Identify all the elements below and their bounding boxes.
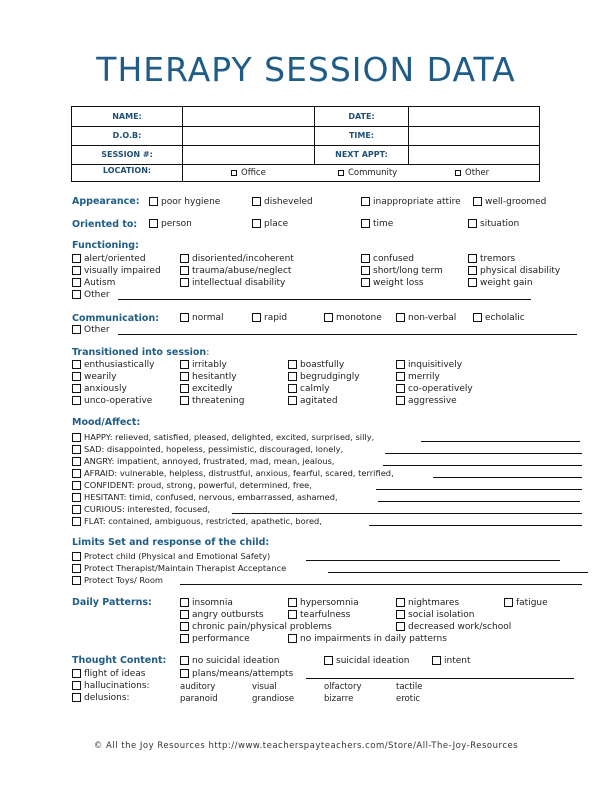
daily-option[interactable]: chronic pain/physical problems [180,622,332,633]
thought-option[interactable]: delusions: [72,693,130,704]
mood-option[interactable]: HAPPY: relieved, satisfied, pleased, delighted, excited, surprised, silly, [72,432,374,443]
footer-credit: © All the Joy Resources http://www.teacherspayteachers.com/Store/All-The-Joy-Resources [93,741,519,751]
checkbox-icon [72,669,81,678]
loc-office-option[interactable]: Office [231,168,266,178]
checkbox-icon [72,564,81,573]
delusion-type: bizarre [324,694,354,704]
thought-label: Thought Content: [72,655,167,666]
checkbox-icon [252,219,261,228]
checkbox-icon [252,197,261,206]
daily-option[interactable]: performance [180,634,250,645]
mood-option[interactable]: ANGRY: impatient, annoyed, frustrated, mad, mean, jealous, [72,456,335,467]
delusion-type: grandiose [252,694,295,704]
name-field[interactable] [182,107,314,126]
checkbox-icon [504,598,513,607]
communication-option[interactable]: rapid [252,313,287,324]
checkbox-icon [72,254,81,263]
mood-line[interactable] [433,477,582,478]
transitioned-option[interactable]: boastfully [288,360,344,371]
checkbox-icon [473,313,482,322]
checkbox-icon [72,481,81,490]
transitioned-option[interactable]: enthusiastically [72,360,154,371]
location-options [182,164,539,181]
checkbox-icon [396,313,405,322]
checkbox-icon [455,170,461,176]
communication-other-line[interactable] [118,334,577,335]
appearance-option[interactable]: well-groomed [473,197,546,208]
delusion-type: erotic [396,694,421,704]
checkbox-icon [72,360,81,369]
limits-option[interactable]: Protect Therapist/Maintain Therapist Acceptance [72,563,286,574]
loc-community-option[interactable]: Community [338,168,397,178]
checkbox-icon [361,254,370,263]
checkbox-icon [288,372,297,381]
next-appt-field[interactable] [408,145,539,164]
mood-option[interactable]: FLAT: contained, ambiguous, restricted, apathetic, bored, [72,516,322,527]
checkbox-icon [180,634,189,643]
checkbox-icon [180,360,189,369]
transitioned-option[interactable]: agitated [288,396,338,407]
mood-option[interactable]: CONFIDENT: proud, strong, powerful, determined, free, [72,480,312,491]
checkbox-icon [361,197,370,206]
dob-label: D.O.B: [112,131,142,140]
communication-option[interactable]: monotone [324,313,382,324]
functioning-option[interactable]: confused [361,254,414,265]
checkbox-icon [72,372,81,381]
checkbox-icon [288,610,297,619]
checkbox-icon [180,266,189,275]
limits-label: Limits Set and response of the child: [72,537,270,548]
communication-other-option[interactable]: Other [72,325,110,336]
info-row-name [72,107,539,127]
thought-option[interactable]: hallucinations: [72,681,150,692]
checkbox-icon [72,325,81,334]
checkbox-icon [468,278,477,287]
mood-line[interactable] [385,453,582,454]
mood-option[interactable]: SAD: disappointed, hopeless, pessimistic, discouraged, lonely, [72,444,343,455]
limits-line[interactable] [180,584,582,585]
daily-option[interactable]: tearfulness [288,610,350,621]
mood-line[interactable] [232,513,582,514]
limits-option[interactable]: Protect child (Physical and Emotional Safety) [72,551,270,562]
checkbox-icon [468,219,477,228]
daily-option[interactable]: fatigue [504,598,548,609]
checkbox-icon [180,384,189,393]
halluc-type: tactile [396,682,423,692]
checkbox-icon [72,493,81,502]
daily-option[interactable]: angry outbursts [180,610,264,621]
checkbox-icon [72,552,81,561]
time-field[interactable] [408,126,539,145]
checkbox-icon [396,360,405,369]
functioning-option[interactable]: disoriented/incoherent [180,254,294,265]
checkbox-icon [361,266,370,275]
checkbox-icon [288,396,297,405]
mood-label: Mood/Affect: [72,417,141,428]
communication-label: Communication: [72,313,160,324]
functioning-option[interactable]: short/long term [361,266,443,277]
transitioned-option[interactable]: calmly [288,384,330,395]
oriented-option[interactable]: place [252,219,288,230]
info-row-session [72,145,539,165]
appearance-option[interactable]: poor hygiene [149,197,220,208]
checkbox-icon [288,384,297,393]
transitioned-option[interactable]: merrily [396,372,440,383]
functioning-other-line[interactable] [118,299,531,300]
dob-field[interactable] [182,126,314,145]
halluc-type: auditory [180,682,216,692]
halluc-type: visual [252,682,277,692]
checkbox-icon [180,278,189,287]
checkbox-icon [396,384,405,393]
transitioned-option[interactable]: excitedly [180,384,233,395]
session-field[interactable] [182,145,314,164]
checkbox-icon [180,669,189,678]
checkbox-icon [72,278,81,287]
mood-line[interactable] [383,465,582,466]
oriented-option[interactable]: situation [468,219,519,230]
checkbox-icon [72,445,81,454]
functioning-option[interactable]: Autism [72,278,115,289]
functioning-option[interactable]: weight gain [468,278,533,289]
daily-option[interactable]: nightmares [396,598,459,609]
daily-option[interactable]: social isolation [396,610,474,621]
transitioned-option[interactable]: co-operatively [396,384,473,395]
appearance-option[interactable]: inappropriate attire [361,197,461,208]
checkbox-icon [324,656,333,665]
checkbox-icon [180,656,189,665]
transitioned-option[interactable]: unco-operative [72,396,152,407]
checkbox-icon [396,622,405,631]
daily-option[interactable]: decreased work/school [396,622,511,633]
transitioned-label: Transitioned into session: [72,347,210,358]
communication-option[interactable]: normal [180,313,224,324]
checkbox-icon [72,576,81,585]
thought-option[interactable]: plans/means/attempts [180,669,293,680]
info-row-location [72,164,539,181]
transitioned-option[interactable]: wearily [72,372,116,383]
appearance-label: Appearance: [72,196,140,207]
functioning-option[interactable]: tremors [468,254,515,265]
halluc-type: olfactory [324,682,362,692]
checkbox-icon [180,610,189,619]
functioning-other-option[interactable]: Other [72,290,110,301]
thought-option[interactable]: suicidal ideation [324,656,409,667]
transitioned-option[interactable]: aggressive [396,396,457,407]
oriented-label: Oriented to: [72,219,138,230]
checkbox-icon [180,254,189,263]
checkbox-icon [72,693,81,702]
thought-option[interactable]: flight of ideas [72,669,145,680]
checkbox-icon [396,372,405,381]
daily-option[interactable]: hypersomnia [288,598,359,609]
thought-plans-line[interactable] [306,678,574,679]
daily-option[interactable]: insomnia [180,598,233,609]
session-label: SESSION #: [101,150,153,159]
checkbox-icon [231,170,237,176]
checkbox-icon [72,505,81,514]
checkbox-icon [468,254,477,263]
functioning-option[interactable]: visually impaired [72,266,161,277]
checkbox-icon [72,469,81,478]
checkbox-icon [180,622,189,631]
functioning-label: Functioning: [72,240,139,251]
functioning-option[interactable]: trauma/abuse/neglect [180,266,291,277]
location-label: LOCATION: [102,166,152,175]
checkbox-icon [396,610,405,619]
functioning-option[interactable]: alert/oriented [72,254,146,265]
checkbox-icon [72,384,81,393]
mood-option[interactable]: HESITANT: timid, confused, nervous, embarrassed, ashamed, [72,492,338,503]
checkbox-icon [149,219,158,228]
next-appt-label: NEXT APPT: [314,145,408,164]
mood-line[interactable] [421,441,580,442]
time-label: TIME: [314,126,408,145]
daily-option[interactable]: no impairments in daily patterns [288,634,447,645]
checkbox-icon [288,598,297,607]
oriented-option[interactable]: time [361,219,393,230]
checkbox-icon [72,457,81,466]
functioning-option[interactable]: intellectual disability [180,278,285,289]
mood-line[interactable] [369,525,582,526]
checkbox-icon [361,219,370,228]
delusion-type: paranoid [180,694,218,704]
transitioned-option[interactable]: threatening [180,396,244,407]
transitioned-option[interactable]: hesitantly [180,372,237,383]
transitioned-option[interactable]: anxiously [72,384,127,395]
checkbox-icon [72,681,81,690]
checkbox-icon [180,396,189,405]
limits-line[interactable] [306,560,560,561]
transitioned-option[interactable]: begrudgingly [288,372,360,383]
functioning-option[interactable]: physical disability [468,266,560,277]
info-row-dob [72,126,539,146]
daily-label: Daily Patterns: [72,597,152,608]
checkbox-icon [324,313,333,322]
appearance-option[interactable]: disheveled [252,197,313,208]
oriented-option[interactable]: person [149,219,192,230]
communication-option[interactable]: non-verbal [396,313,456,324]
checkbox-icon [432,656,441,665]
transitioned-option[interactable]: irritably [180,360,227,371]
checkbox-icon [338,170,344,176]
checkbox-icon [72,290,81,299]
checkbox-icon [149,197,158,206]
name-label: NAME: [112,112,142,121]
checkbox-icon [288,634,297,643]
checkbox-icon [72,517,81,526]
page-title: THERAPY SESSION DATA [96,50,516,89]
date-field[interactable] [408,107,539,126]
checkbox-icon [396,598,405,607]
communication-option[interactable]: echolalic [473,313,525,324]
limits-option[interactable]: Protect Toys/ Room [72,575,163,586]
checkbox-icon [180,372,189,381]
checkbox-icon [473,197,482,206]
transitioned-option[interactable]: inquisitively [396,360,462,371]
limits-line[interactable] [328,572,588,573]
info-table [71,106,540,182]
checkbox-icon [361,278,370,287]
checkbox-icon [72,433,81,442]
mood-line[interactable] [378,501,580,502]
checkbox-icon [180,598,189,607]
checkbox-icon [72,266,81,275]
date-label: DATE: [314,107,408,126]
mood-option[interactable]: AFRAID: vulnerable, helpless, distrustful, anxious, fearful, scared, terrified, [72,468,394,479]
checkbox-icon [288,360,297,369]
thought-option[interactable]: intent [432,656,471,667]
checkbox-icon [180,313,189,322]
mood-line[interactable] [376,489,582,490]
checkbox-icon [396,396,405,405]
loc-other-option[interactable]: Other [455,168,489,178]
checkbox-icon [468,266,477,275]
functioning-option[interactable]: weight loss [361,278,424,289]
thought-option[interactable]: no suicidal ideation [180,656,280,667]
mood-option[interactable]: CURIOUS: interested, focused, [72,504,210,515]
checkbox-icon [252,313,261,322]
checkbox-icon [72,396,81,405]
